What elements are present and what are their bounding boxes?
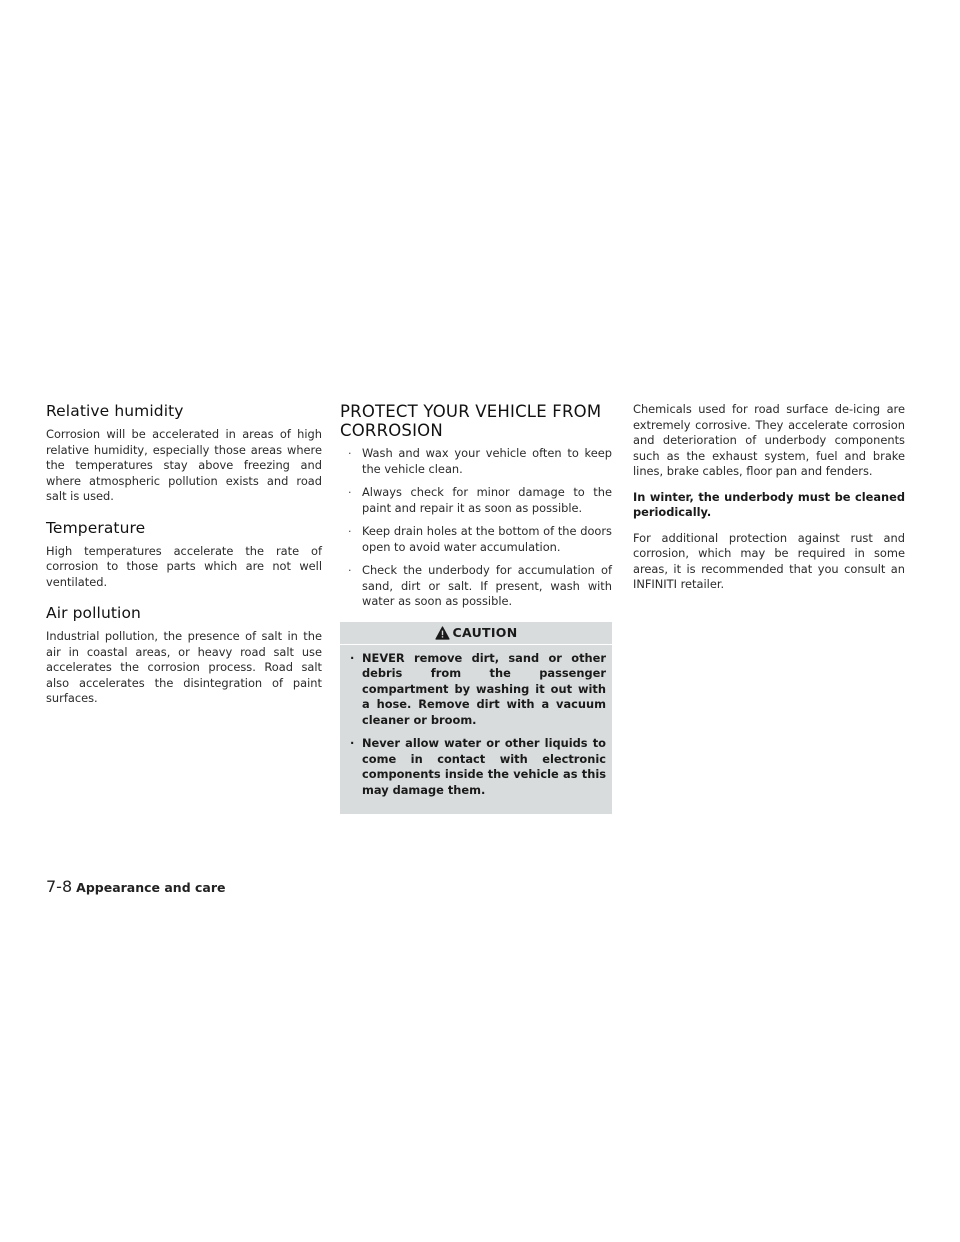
list-item [340, 446, 612, 477]
bullet-dot: · [348, 564, 352, 577]
paragraph-winter-cleaning: In winter, the underbody must be cleaned periodically. [633, 489, 905, 519]
paragraph-air-pollution: Industrial pollution, the presence of salt in the air in coastal areas, or heavy road salt use accelerates the corrosion process. Road salt also accelerates the disintegration of paint surfaces. [46, 629, 322, 705]
paragraph-deicing-chemicals: Chemicals used for road surface de-icing are extremely corrosive. They accelerate corrosion and deterioration of underbody components such as the exhaust system, fuel and brake lines, brake cables, floor pan and fenders. [633, 402, 905, 478]
caution-item-text: NEVER remove dirt, sand or other debris from the passenger compartment by washing it out with a hose. Remove dirt with a vacuum cleaner or broom. [362, 650, 606, 727]
bullet-dot: · [348, 525, 352, 538]
chapter-title: Appearance and care [76, 880, 226, 895]
paragraph-additional-protection: For additional protection against rust and corrosion, which may be required in some areas, it is recommended that you consult an INFINITI retailer. [633, 530, 905, 591]
caution-item [346, 651, 606, 729]
left-column [46, 402, 322, 717]
list-item-text: Always check for minor damage to the paint and repair it as soon as possible. [362, 485, 612, 515]
caution-list [340, 651, 612, 799]
caution-item-text: Never allow water or other liquids to come in contact with electronic components inside the vehicle as this may damage them. [362, 736, 606, 797]
warning-triangle-icon [435, 626, 450, 640]
protection-list [340, 446, 612, 610]
section-title: PROTECT YOUR VEHICLE FROM CORROSION [340, 402, 602, 440]
heading-relative-humidity: Relative humidity [46, 402, 184, 420]
bullet-dot: · [348, 447, 352, 460]
paragraph-temperature: High temperatures accelerate the rate of corrosion to those parts which are not well ventilated. [46, 543, 322, 589]
paragraph-relative-humidity: Corrosion will be accelerated in areas of high relative humidity, especially those areas where the temperatures stay above freezing and where atmospheric pollution exists and road salt is used. [46, 427, 322, 503]
caution-box [340, 622, 612, 815]
list-item [340, 524, 612, 555]
caution-item [346, 736, 606, 798]
caution-header [340, 622, 612, 645]
list-item-text: Wash and wax your vehicle often to keep the vehicle clean. [362, 446, 612, 476]
page-footer [46, 877, 225, 896]
list-item [340, 563, 612, 610]
heading-temperature: Temperature [46, 518, 146, 537]
list-item-text: Check the underbody for accumulation of sand, dirt or salt. If present, wash with water as soon as possible. [362, 563, 612, 608]
bullet-dot: · [350, 650, 355, 665]
right-column [633, 402, 905, 603]
bullet-dot: · [348, 486, 352, 499]
middle-column [340, 402, 612, 814]
list-item [340, 485, 612, 516]
caution-title: CAUTION [452, 625, 518, 640]
heading-air-pollution: Air pollution [46, 604, 141, 622]
bullet-dot: · [350, 736, 355, 750]
page-number: 7-8 [46, 877, 73, 896]
list-item-text: Keep drain holes at the bottom of the doors open to avoid water accumulation. [362, 524, 612, 554]
